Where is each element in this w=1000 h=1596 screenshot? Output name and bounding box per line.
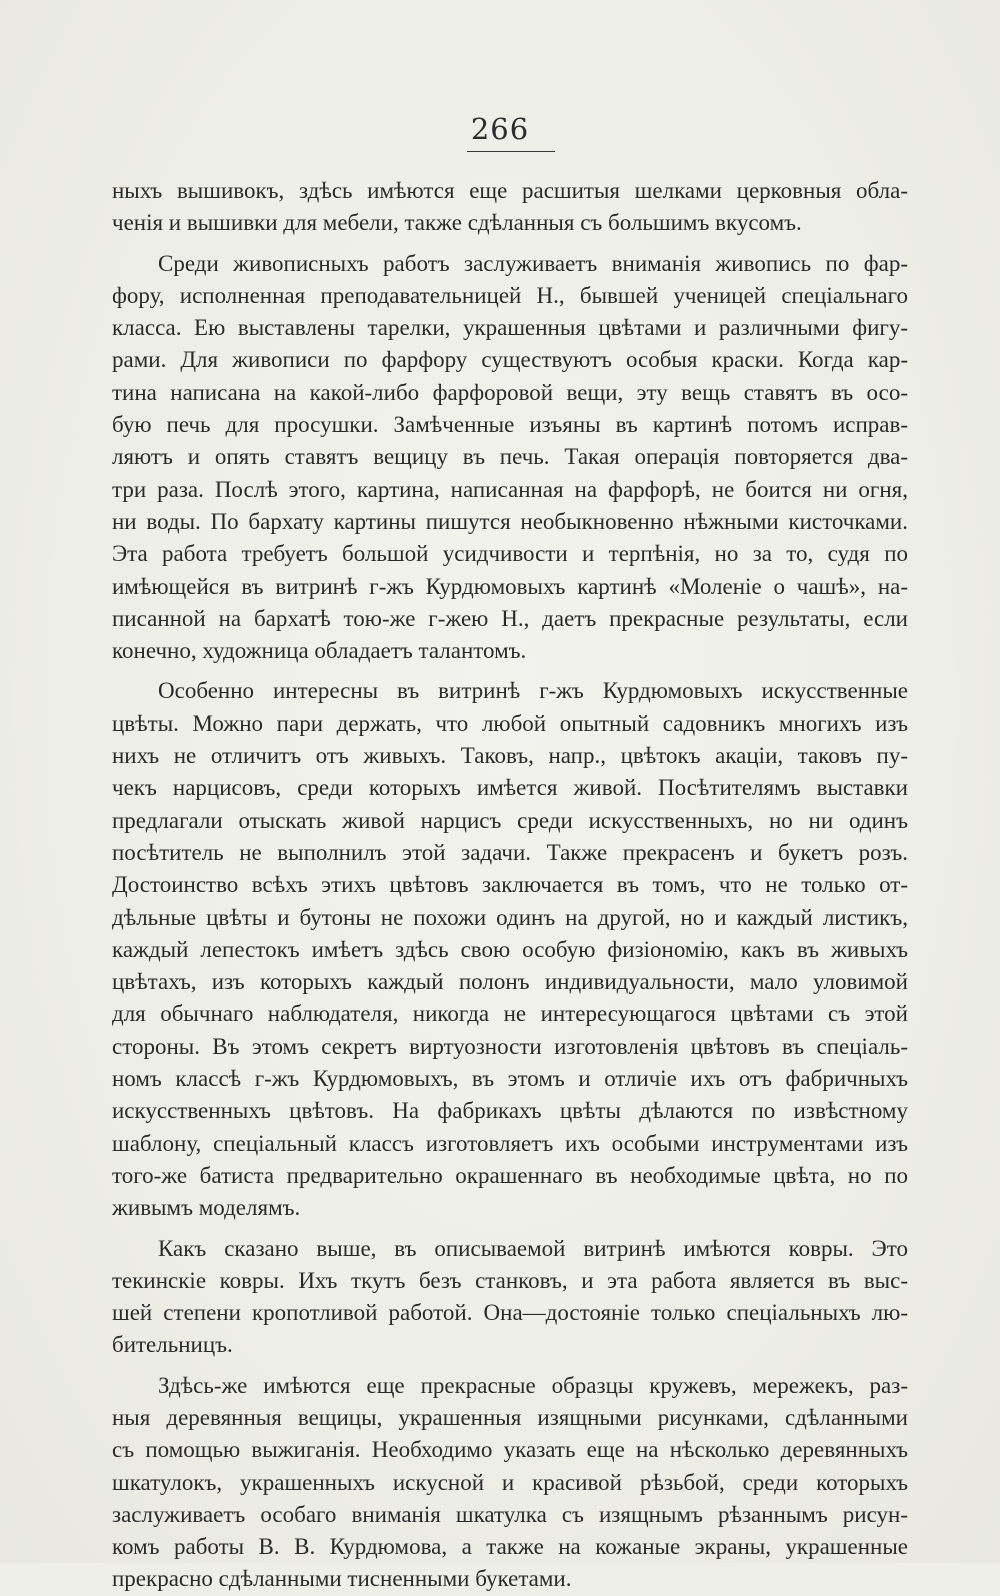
text-line: предлагали отыскать живой нарцисъ среди искусственныхъ, но ни одинъ xyxy=(112,807,908,833)
text-line: конечно, художница обладаетъ талантомъ. xyxy=(112,638,527,664)
text-line: стороны. Въ этомъ секретъ виртуозности изготовленія цвѣтовъ въ спеціаль- xyxy=(112,1033,908,1059)
paragraph xyxy=(112,248,908,668)
text-line: нихъ не отличитъ отъ живыхъ. Таковъ, напр., цвѣтокъ акаціи, таковъ пу- xyxy=(112,743,908,769)
text-line: для обычнаго наблюдателя, никогда не интересующагося цвѣтами съ этой xyxy=(112,1001,908,1027)
text-line: заслуживаетъ особаго вниманія шкатулка съ изящнымъ рѣзаннымъ рисун- xyxy=(112,1501,908,1527)
paragraph xyxy=(112,1233,908,1362)
text-line: живымъ моделямъ. xyxy=(112,1195,301,1221)
text-line: цвѣтахъ, изъ которыхъ каждый полонъ индивидуальности, мало уловимой xyxy=(112,969,908,995)
text-line: дѣльные цвѣты и бутоны не похожи одинъ на другой, но и каждый листикъ, xyxy=(112,904,908,930)
text-line: ныхъ вышивокъ, здѣсь имѣются еще расшитыя шелками церковныя обла- xyxy=(112,178,908,203)
body-text xyxy=(112,175,908,1596)
text-line: Среди живописныхъ работъ заслуживаетъ вниманія живопись по фар- xyxy=(158,250,908,276)
paragraph xyxy=(112,1370,908,1596)
text-line: ни воды. По бархату картины пишутся необыкновенно нѣжными кисточками. xyxy=(112,508,908,534)
text-line: номъ классѣ г-жъ Курдюмовыхъ, въ этомъ и отличіе ихъ отъ фабричныхъ xyxy=(112,1066,908,1092)
text-line: Какъ сказано выше, въ описываемой витринѣ имѣются ковры. Это xyxy=(158,1235,908,1261)
paragraph xyxy=(112,675,908,1224)
text-line: того-же батиста предварительно окрашеннаго въ необходимые цвѣта, но по xyxy=(112,1162,908,1188)
text-line: посѣтитель не выполнилъ этой задачи. Также прекрасенъ и букетъ розъ. xyxy=(112,839,908,865)
text-line: бую печь для просушки. Замѣченные изъяны въ картинѣ потомъ исправ- xyxy=(112,412,908,438)
text-line: каждый лепестокъ имѣетъ здѣсь свою особую физіономію, какъ въ живыхъ xyxy=(112,936,908,962)
text-line: прекрасно сдѣланными тисненными букетами. xyxy=(112,1566,572,1592)
text-line: класса. Ею выставлены тарелки, украшенныя цвѣтами и различными фигу- xyxy=(112,315,908,341)
text-line: ченія и вышивки для мебели, также сдѣланныя съ большимъ вкусомъ. xyxy=(112,210,802,236)
header-rule xyxy=(467,151,555,152)
text-line: рами. Для живописи по фарфору существуютъ особыя краски. Когда кар- xyxy=(112,347,908,373)
text-line: тина написана на какой-либо фарфоровой вещи, эту вещь ставятъ въ осо- xyxy=(112,379,908,405)
text-line: ныя деревянныя вещицы, украшенныя изящными рисунками, сдѣланными xyxy=(112,1404,908,1430)
paragraph xyxy=(112,175,908,240)
page-number: 266 xyxy=(470,112,530,146)
text-line: цвѣты. Можно пари держать, что любой опытный садовникъ многихъ изъ xyxy=(112,710,908,736)
text-line: шей степени кропотливой работой. Она—достояніе только спеціальныхъ лю- xyxy=(112,1300,908,1326)
text-line: Эта работа требуетъ большой усидчивости и терпѣнія, но за то, судя по xyxy=(112,541,908,567)
text-line: бительницъ. xyxy=(112,1332,233,1358)
text-line: три раза. Послѣ этого, картина, написанная на фарфорѣ, не боится ни огня, xyxy=(112,476,908,502)
text-line: Особенно интересны въ витринѣ г-жъ Курдюмовыхъ искусственные xyxy=(158,678,908,704)
text-line: Достоинство всѣхъ этихъ цвѣтовъ заключается въ томъ, что не только от- xyxy=(112,872,908,898)
text-line: шаблону, спеціальный классъ изготовляетъ ихъ особыми инструментами изъ xyxy=(112,1130,908,1156)
text-line: ляютъ и опять ставятъ вещицу въ печь. Такая операція повторяется два- xyxy=(112,444,908,470)
text-line: чекъ нарцисовъ, среди которыхъ имѣется живой. Посѣтителямъ выставки xyxy=(112,775,908,801)
text-line: шкатулокъ, украшенныхъ искусной и красивой рѣзьбой, среди которыхъ xyxy=(112,1469,908,1495)
text-line: писанной на бархатѣ тою-же г-жею Н., даетъ прекрасные результаты, если xyxy=(112,605,908,631)
text-line: фору, исполненная преподавательницей Н., бывшей ученицей спеціальнаго xyxy=(112,282,908,308)
text-line: имѣющейся въ витринѣ г-жъ Курдюмовыхъ картинѣ «Моленіе о чашѣ», на- xyxy=(112,573,908,599)
text-line: съ помощью выжиганія. Необходимо указать еще на нѣсколько деревянныхъ xyxy=(112,1437,908,1463)
text-line: текинскіе ковры. Ихъ ткутъ безъ станковъ, и эта работа является въ выс- xyxy=(112,1267,908,1293)
text-line: Здѣсь-же имѣются еще прекрасные образцы кружевъ, мережекъ, раз- xyxy=(158,1372,908,1398)
text-line: комъ работы В. В. Курдюмова, а также на кожаные экраны, украшенные xyxy=(112,1534,908,1560)
text-line: искусственныхъ цвѣтовъ. На фабрикахъ цвѣты дѣлаются по извѣстному xyxy=(112,1098,908,1124)
